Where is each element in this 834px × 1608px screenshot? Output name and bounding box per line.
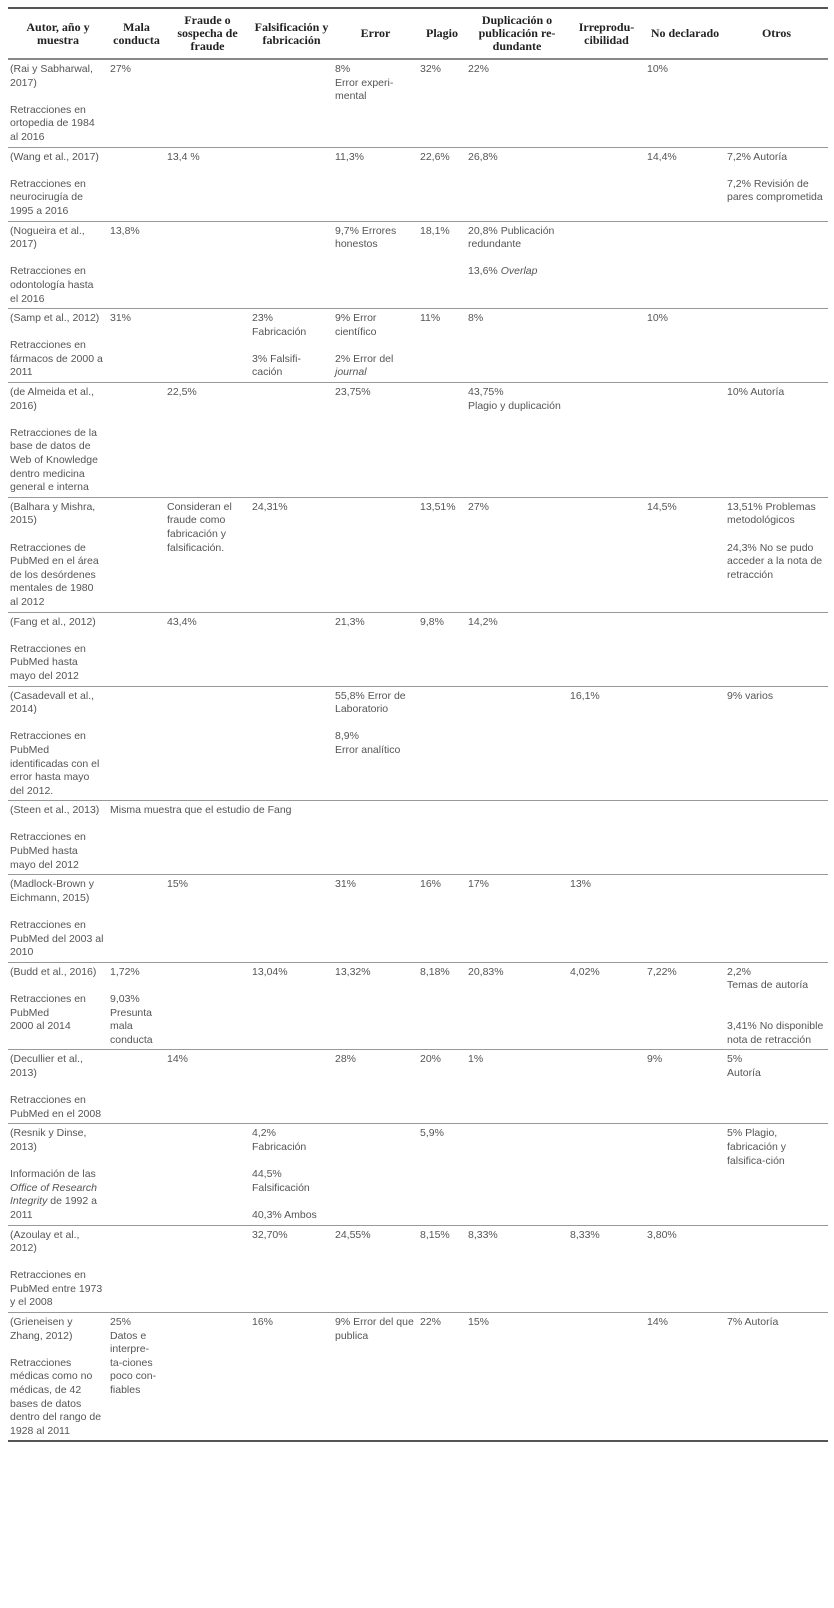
- table-row: [8, 59, 828, 147]
- cell-duplication: [466, 1313, 568, 1442]
- table-row: [8, 686, 828, 801]
- cell-misconduct: [108, 221, 165, 309]
- cell-plagiarism: [418, 875, 466, 963]
- table-row: [8, 221, 828, 309]
- cell-paragraph: Retracciones en PubMed hasta mayo del 2012: [10, 831, 86, 871]
- cell-irreproducibility: [568, 497, 645, 612]
- cell-paragraph: Retracciones en ortopedia de 1984 al 2016: [10, 103, 95, 143]
- cell-plagiarism: [418, 59, 466, 147]
- cell-misconduct: [108, 1225, 165, 1313]
- cell-irreproducibility: [568, 612, 645, 686]
- cell-author: [8, 1225, 108, 1313]
- cell-plagiarism: [418, 1313, 466, 1442]
- cell-undeclared: [645, 1124, 725, 1225]
- cell-paragraph: 21,3%: [335, 615, 365, 628]
- cell-paragraph: Retracciones en odontología hasta el 2016: [10, 265, 94, 305]
- cell-paragraph: 22,6%: [420, 150, 450, 163]
- cell-paragraph: 8,18%: [420, 965, 450, 978]
- cell-other: [725, 221, 828, 309]
- cell-falsification: [250, 1050, 333, 1124]
- cell-falsification: [250, 147, 333, 221]
- cell-irreproducibility: [568, 686, 645, 801]
- cell-falsification: [250, 686, 333, 801]
- cell-irreproducibility: [568, 1124, 645, 1225]
- cell-fraud: [165, 221, 250, 309]
- cell-paragraph: Retracciones de PubMed en el área de los desórdenes mentales de 1980 al 2012: [10, 541, 99, 608]
- cell-paragraph: 13,51% Problemas metodológicos: [727, 500, 816, 527]
- italic-text: Overlap: [500, 265, 538, 278]
- cell-paragraph: Retracciones en PubMed en el 2008: [10, 1094, 102, 1120]
- cell-irreproducibility: [568, 1225, 645, 1313]
- cell-irreproducibility: [568, 147, 645, 221]
- table-row: [8, 1124, 828, 1225]
- cell-undeclared: [645, 1050, 725, 1124]
- cell-paragraph: (Samp et al., 2012): [10, 312, 100, 325]
- table-row: [8, 497, 828, 612]
- cell-paragraph: (Azoulay et al., 2012): [10, 1228, 80, 1255]
- cell-paragraph: 3,80%: [647, 1228, 677, 1241]
- cell-error: [333, 686, 418, 801]
- cell-paragraph: 2,2% Temas de autoría: [727, 965, 809, 992]
- cell-error: [333, 1225, 418, 1313]
- cell-paragraph: 24,3% No se pudo acceder a la nota de retracción: [727, 541, 823, 581]
- table-row: [8, 147, 828, 221]
- cell-paragraph: 9% Error científico: [335, 312, 377, 338]
- cell-misconduct: [108, 383, 165, 498]
- cell-plagiarism: [418, 497, 466, 612]
- cell-paragraph: (Budd et al., 2016): [10, 965, 97, 978]
- cell-falsification: [250, 875, 333, 963]
- cell-paragraph: 24,55%: [335, 1228, 371, 1241]
- column-header-fraud: Fraude o sospecha de fraude: [177, 13, 238, 53]
- italic-text: Office of Research Integrity: [10, 1181, 97, 1208]
- cell-falsification: [250, 221, 333, 309]
- cell-plagiarism: [418, 383, 466, 498]
- text-segment: 2% Error del: [335, 352, 394, 365]
- cell-plagiarism: [418, 221, 466, 309]
- cell-paragraph: 28%: [335, 1053, 357, 1066]
- cell-falsification: [250, 1225, 333, 1313]
- cell-misconduct: [108, 147, 165, 221]
- cell-paragraph: 24,31%: [252, 500, 288, 513]
- table-row: [8, 1313, 828, 1442]
- cell-plagiarism: [418, 1225, 466, 1313]
- cell-paragraph: 9,03% Presunta mala conducta: [110, 993, 153, 1046]
- cell-other: [725, 686, 828, 801]
- cell-author: [8, 801, 108, 875]
- cell-paragraph: 14,2%: [468, 615, 498, 628]
- cell-paragraph: 20,83%: [468, 965, 504, 978]
- cell-undeclared: [645, 147, 725, 221]
- cell-error: [333, 1050, 418, 1124]
- cell-error: [333, 221, 418, 309]
- cell-plagiarism: [418, 1124, 466, 1225]
- cell-paragraph: 20%: [420, 1053, 442, 1066]
- cell-paragraph: 14%: [167, 1053, 189, 1066]
- cell-duplication: [466, 383, 568, 498]
- retractions-table: [8, 7, 828, 1442]
- text-segment: 13,6%: [468, 265, 501, 278]
- column-header-irreproducibility: Irreprodu-cibilidad: [578, 19, 635, 47]
- cell-paragraph: 14%: [647, 1316, 669, 1329]
- cell-irreproducibility: [568, 309, 645, 383]
- italic-text: journal: [335, 366, 367, 379]
- cell-misconduct: [108, 686, 165, 801]
- cell-misconduct: [108, 875, 165, 963]
- cell-other: [725, 1313, 828, 1442]
- cell-author: [8, 59, 108, 147]
- cell-irreproducibility: [568, 59, 645, 147]
- cell-paragraph: 17%: [468, 878, 490, 891]
- cell-fraud: [165, 383, 250, 498]
- cell-misconduct: [108, 1313, 165, 1442]
- column-header-other: Otros: [761, 26, 792, 40]
- cell-falsification: [250, 383, 333, 498]
- cell-paragraph: 9% varios: [727, 689, 774, 702]
- cell-paragraph: 15%: [468, 1316, 490, 1329]
- header-row: [8, 8, 828, 59]
- cell-irreproducibility: [568, 1050, 645, 1124]
- cell-duplication: [466, 612, 568, 686]
- cell-author: [8, 383, 108, 498]
- cell-paragraph: 9,7% Errores honestos: [335, 224, 397, 251]
- cell-error: [333, 497, 418, 612]
- cell-paragraph: 13,51%: [420, 500, 456, 513]
- cell-paragraph: (Decullier et al., 2013): [10, 1053, 83, 1079]
- cell-paragraph: 32,70%: [252, 1228, 288, 1241]
- table-row: [8, 309, 828, 383]
- text-segment: de 1992 a 2011: [10, 1195, 97, 1221]
- cell-misconduct: [108, 962, 165, 1050]
- column-header-author: Autor, año y muestra: [26, 19, 90, 47]
- cell-undeclared: [645, 309, 725, 383]
- cell-duplication: [466, 686, 568, 801]
- cell-irreproducibility: [568, 962, 645, 1050]
- cell-paragraph: 16%: [252, 1316, 274, 1329]
- cell-error: [333, 383, 418, 498]
- column-header-duplication: Duplicación o publicación re-dundante: [478, 13, 556, 53]
- cell-paragraph: 14,5%: [647, 500, 677, 513]
- column-header-misconduct: Mala conducta: [113, 19, 160, 47]
- cell-undeclared: [645, 875, 725, 963]
- cell-irreproducibility: [568, 1313, 645, 1442]
- cell-paragraph: (Casadevall et al., 2014): [10, 689, 95, 716]
- cell-paragraph: 11%: [420, 312, 441, 325]
- cell-author: [8, 497, 108, 612]
- cell-fraud: [165, 59, 250, 147]
- cell-paragraph: 13,4 %: [167, 150, 200, 163]
- cell-undeclared: [645, 383, 725, 498]
- text-segment: Información de las: [10, 1168, 96, 1181]
- cell-plagiarism: [418, 1050, 466, 1124]
- cell-paragraph: 20,8% Publicación redundante: [468, 224, 555, 251]
- cell-error: [333, 1124, 418, 1225]
- cell-paragraph: 13,04%: [252, 965, 288, 978]
- cell-paragraph: Retracciones en PubMed entre 1973 y el 2008: [10, 1269, 103, 1309]
- cell-other: [725, 309, 828, 383]
- cell-duplication: [466, 875, 568, 963]
- cell-paragraph: 22,5%: [167, 386, 197, 399]
- table-row: [8, 1050, 828, 1124]
- cell-paragraph: 7,2% Revisión de pares comprometida: [727, 177, 823, 204]
- cell-paragraph: 7,22%: [647, 965, 677, 978]
- cell-error: [333, 59, 418, 147]
- cell-paragraph: [335, 353, 414, 380]
- cell-paragraph: Retracciones en PubMed identificadas con el error hasta mayo del 2012.: [10, 730, 100, 797]
- cell-paragraph: 4,2% Fabricación: [252, 1127, 307, 1153]
- cell-duplication: [466, 1225, 568, 1313]
- cell-paragraph: (Wang et al., 2017): [10, 150, 99, 163]
- cell-falsification: [250, 497, 333, 612]
- cell-irreproducibility: [568, 875, 645, 963]
- cell-paragraph: (Grieneisen y Zhang, 2012): [10, 1316, 73, 1342]
- cell-paragraph: 1,72%: [110, 965, 140, 978]
- cell-author: [8, 1124, 108, 1225]
- cell-misconduct: [108, 1124, 165, 1225]
- cell-other: [725, 147, 828, 221]
- cell-fraud: [165, 309, 250, 383]
- cell-paragraph: (Rai y Sabharwal, 2017): [10, 63, 93, 89]
- cell-paragraph: 10% Autoría: [727, 386, 785, 399]
- cell-author: [8, 962, 108, 1050]
- cell-other: [725, 875, 828, 963]
- table-row: [8, 962, 828, 1050]
- table-row: [8, 1225, 828, 1313]
- cell-duplication: [466, 309, 568, 383]
- table-body: [8, 59, 828, 1441]
- cell-paragraph: 23% Fabricación: [252, 312, 307, 338]
- cell-paragraph: 4,02%: [570, 965, 600, 978]
- cell-fraud: [165, 497, 250, 612]
- cell-fraud: [165, 875, 250, 963]
- cell-other: [725, 59, 828, 147]
- cell-other: [725, 1225, 828, 1313]
- cell-error: [333, 875, 418, 963]
- cell-paragraph: [468, 265, 564, 279]
- cell-duplication: [466, 1050, 568, 1124]
- cell-paragraph: (Fang et al., 2012): [10, 615, 96, 628]
- cell-paragraph: 13%: [570, 878, 592, 891]
- cell-fraud: [165, 147, 250, 221]
- cell-paragraph: (Steen et al., 2013): [10, 804, 100, 817]
- cell-paragraph: 16%: [420, 878, 442, 891]
- cell-fraud: [165, 1124, 250, 1225]
- cell-paragraph: Retracciones de la base de datos de Web of Knowledge dentro medicina general e interna: [10, 426, 98, 494]
- cell-paragraph: 25% Datos e interpre- ta-ciones poco con- fiables: [110, 1316, 157, 1397]
- cell-paragraph: 43,4%: [167, 615, 197, 628]
- cell-error: [333, 147, 418, 221]
- cell-misconduct: [108, 309, 165, 383]
- cell-plagiarism: [418, 309, 466, 383]
- cell-other: [725, 1124, 828, 1225]
- cell-author: [8, 1050, 108, 1124]
- cell-fraud: [165, 962, 250, 1050]
- cell-plagiarism: [418, 147, 466, 221]
- cell-paragraph: 31%: [335, 878, 357, 891]
- cell-paragraph: 9% Error del que publica: [335, 1316, 414, 1342]
- column-header-error: Error: [360, 26, 391, 40]
- cell-paragraph: 44,5% Falsificación: [252, 1168, 310, 1194]
- cell-other: [725, 962, 828, 1050]
- table-row: [8, 612, 828, 686]
- cell-span-note: Misma muestra que el estudio de Fang: [110, 804, 292, 817]
- cell-paragraph: 22%: [468, 63, 490, 75]
- cell-falsification: [250, 309, 333, 383]
- cell-irreproducibility: [568, 383, 645, 498]
- cell-paragraph: 27%: [110, 63, 132, 75]
- cell-paragraph: 16,1%: [570, 689, 600, 702]
- cell-paragraph: (Balhara y Mishra, 2015): [10, 500, 96, 527]
- cell-misconduct: [108, 1050, 165, 1124]
- cell-duplication: [466, 962, 568, 1050]
- cell-author: [8, 221, 108, 309]
- cell-paragraph: 9,8%: [420, 615, 444, 628]
- cell-error: [333, 962, 418, 1050]
- cell-irreproducibility: [568, 221, 645, 309]
- table-row: [8, 875, 828, 963]
- cell-paragraph: Consideran el fraude como fabricación y falsificación.: [167, 500, 232, 554]
- cell-paragraph: (de Almeida et al., 2016): [10, 386, 95, 412]
- cell-paragraph: 5% Plagio, fabricación y falsifica-ción: [727, 1127, 786, 1167]
- table-header: [8, 8, 828, 59]
- cell-misconduct: [108, 497, 165, 612]
- cell-falsification: [250, 59, 333, 147]
- cell-undeclared: [645, 497, 725, 612]
- cell-paragraph: 22%: [420, 1316, 442, 1329]
- cell-fraud: [165, 686, 250, 801]
- cell-falsification: [250, 1124, 333, 1225]
- cell-paragraph: 3,41% No disponible nota de retracción: [727, 1020, 824, 1046]
- cell-paragraph: Retracciones médicas como no médicas, de 42 bases de datos dentro del rango de 1928 al 2011: [10, 1356, 102, 1437]
- cell-paragraph: 7,2% Autoría: [727, 150, 788, 163]
- cell-paragraph: 11,3%: [335, 150, 364, 163]
- cell-undeclared: [645, 221, 725, 309]
- cell-paragraph: (Madlock-Brown y Eichmann, 2015): [10, 878, 95, 904]
- cell-author: [8, 875, 108, 963]
- cell-paragraph: 8%: [468, 312, 484, 325]
- cell-paragraph: 3% Falsifi- cación: [252, 352, 302, 379]
- cell-undeclared: [645, 962, 725, 1050]
- column-header-falsification: Falsificación y fabricación: [254, 19, 329, 47]
- cell-paragraph: (Resnik y Dinse, 2013): [10, 1127, 87, 1153]
- cell-paragraph: 8,33%: [468, 1228, 498, 1241]
- cell-falsification: [250, 962, 333, 1050]
- cell-paragraph: Retracciones en PubMed hasta mayo del 2012: [10, 642, 86, 682]
- cell-author: [8, 612, 108, 686]
- cell-paragraph: 5% Autoría: [727, 1053, 761, 1079]
- cell-paragraph: 10%: [647, 312, 669, 325]
- cell-other: [725, 497, 828, 612]
- cell-paragraph: 31%: [110, 312, 132, 325]
- cell-fraud: [165, 1225, 250, 1313]
- table-row: [8, 383, 828, 498]
- cell-paragraph: Retracciones en PubMed 2000 al 2014: [10, 993, 86, 1033]
- cell-paragraph: 1%: [468, 1053, 484, 1066]
- cell-error: [333, 309, 418, 383]
- cell-other: [725, 612, 828, 686]
- cell-paragraph: 43,75% Plagio y duplicación: [468, 386, 561, 412]
- cell-undeclared: [645, 59, 725, 147]
- cell-undeclared: [645, 612, 725, 686]
- cell-paragraph: 8,15%: [420, 1228, 450, 1241]
- cell-duplication: [466, 497, 568, 612]
- cell-fraud: [165, 612, 250, 686]
- cell-fraud: [165, 1313, 250, 1442]
- cell-author: [8, 147, 108, 221]
- cell-paragraph: Retracciones en neurocirugía de 1995 a 2016: [10, 177, 86, 217]
- cell-undeclared: [645, 1225, 725, 1313]
- cell-paragraph: Retracciones en fármacos de 2000 a 2011: [10, 339, 103, 379]
- cell-fraud: [165, 1050, 250, 1124]
- cell-plagiarism: [418, 962, 466, 1050]
- table-row: [8, 801, 828, 875]
- cell-paragraph: 27%: [468, 500, 490, 513]
- cell-paragraph: 18,1%: [420, 224, 450, 237]
- cell-paragraph: [10, 1168, 104, 1222]
- column-header-undeclared: No declarado: [650, 26, 720, 40]
- cell-other: [725, 383, 828, 498]
- cell-paragraph: 15%: [167, 878, 189, 891]
- cell-duplication: [466, 1124, 568, 1225]
- cell-author: [8, 686, 108, 801]
- cell-paragraph: 9%: [647, 1053, 663, 1066]
- cell-paragraph: 8,33%: [570, 1228, 600, 1241]
- cell-paragraph: 13,32%: [335, 965, 371, 978]
- cell-falsification: [250, 612, 333, 686]
- cell-error: [333, 1313, 418, 1442]
- cell-paragraph: 7% Autoría: [727, 1316, 779, 1329]
- cell-paragraph: 26,8%: [468, 150, 498, 163]
- cell-paragraph: 40,3% Ambos: [252, 1208, 317, 1221]
- cell-undeclared: [645, 1313, 725, 1442]
- cell-paragraph: 32%: [420, 63, 442, 75]
- cell-duplication: [466, 221, 568, 309]
- cell-duplication: [466, 59, 568, 147]
- cell-error: [333, 612, 418, 686]
- cell-author: [8, 1313, 108, 1442]
- cell-author: [8, 309, 108, 383]
- cell-paragraph: 5,9%: [420, 1127, 444, 1140]
- cell-duplication: [466, 147, 568, 221]
- cell-paragraph: 10%: [647, 63, 669, 75]
- cell-paragraph: 55,8% Error de Laboratorio: [335, 689, 406, 716]
- cell-misconduct: [108, 612, 165, 686]
- cell-plagiarism: [418, 686, 466, 801]
- cell-paragraph: (Nogueira et al., 2017): [10, 224, 85, 251]
- cell-paragraph: 8% Error experi- mental: [335, 63, 394, 103]
- cell-paragraph: 13,8%: [110, 224, 140, 237]
- cell-undeclared: [645, 686, 725, 801]
- cell-paragraph: 14,4%: [647, 150, 677, 163]
- cell-paragraph: 8,9% Error analítico: [335, 730, 401, 756]
- column-header-plagiarism: Plagio: [426, 26, 458, 40]
- cell-paragraph: Retracciones en PubMed del 2003 al 2010: [10, 919, 104, 959]
- cell-paragraph: 23,75%: [335, 386, 371, 399]
- cell-plagiarism: [418, 612, 466, 686]
- cell-other: [725, 1050, 828, 1124]
- cell-misconduct: [108, 59, 165, 147]
- cell-falsification: [250, 1313, 333, 1442]
